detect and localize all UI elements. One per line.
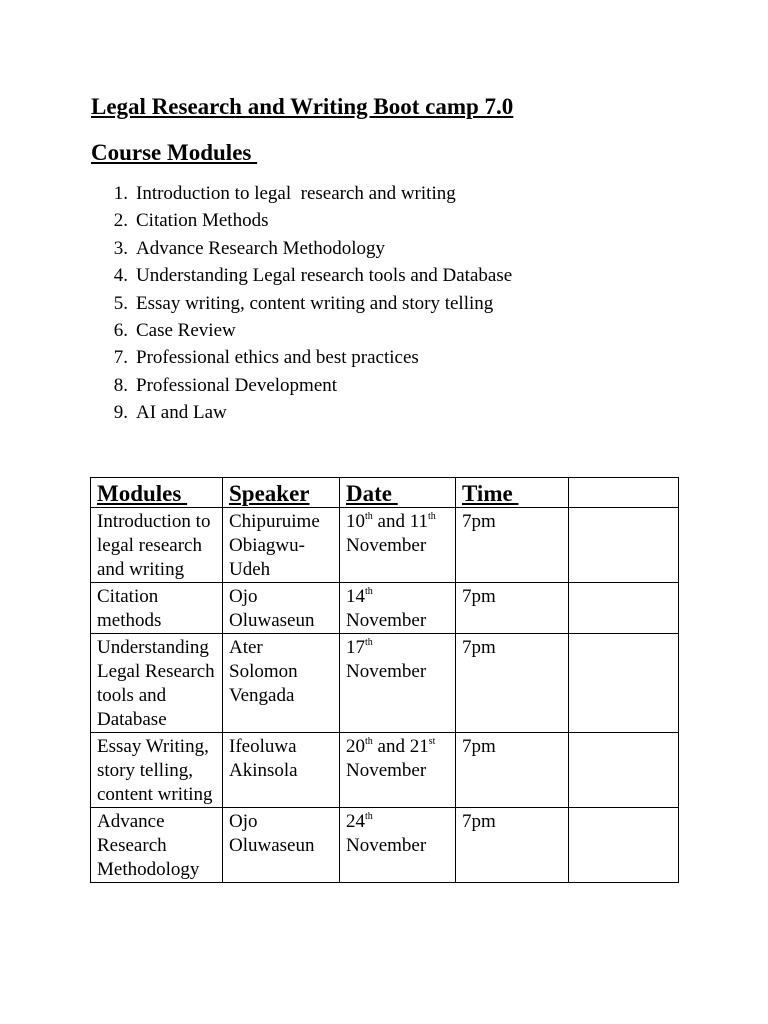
speaker-cell: Ater Solomon Vengada	[223, 634, 340, 733]
document-title: Legal Research and Writing Boot camp 7.0	[91, 94, 514, 119]
list-text: Understanding Legal research tools and Database	[136, 265, 513, 287]
extra-cell	[569, 583, 679, 634]
module-cell: Essay Writing, story telling, content writing	[91, 733, 223, 808]
date-month: November	[346, 835, 427, 856]
date-month: November	[346, 610, 427, 631]
time-cell: 7pm	[456, 508, 569, 583]
date-day: 10	[346, 511, 365, 532]
extra-cell	[569, 634, 679, 733]
column-header-date: Date	[340, 478, 456, 508]
date-cell	[340, 634, 456, 733]
date-cell	[340, 508, 456, 583]
table-header-row	[91, 478, 679, 508]
list-number: 7.	[113, 347, 128, 369]
list-text: Citation Methods	[136, 210, 269, 232]
table-row	[91, 808, 679, 883]
module-cell: Introduction to legal research and writing	[91, 508, 223, 583]
list-text: AI and Law	[136, 402, 227, 424]
date-suffix: th	[365, 586, 373, 597]
table-row	[91, 733, 679, 808]
date-day-second: and 21	[372, 736, 429, 757]
list-number: 8.	[113, 374, 128, 396]
speaker-cell: Ifeoluwa Akinsola	[223, 733, 340, 808]
time-cell: 7pm	[456, 733, 569, 808]
speaker-cell: Ojo Oluwaseun	[223, 583, 340, 634]
list-number: 3.	[113, 237, 128, 259]
speaker-cell: Ojo Oluwaseun	[223, 808, 340, 883]
date-suffix: th	[365, 811, 373, 822]
module-cell: Citation methods	[91, 583, 223, 634]
schedule-table	[90, 477, 679, 883]
date-suffix: th	[365, 637, 373, 648]
table-row	[91, 508, 679, 583]
section-heading: Course Modules	[91, 140, 258, 165]
date-cell	[340, 808, 456, 883]
date-day: 20	[346, 736, 365, 757]
date-suffix: th	[365, 736, 373, 747]
time-cell: 7pm	[456, 583, 569, 634]
list-text: Case Review	[136, 319, 236, 341]
extra-cell	[569, 508, 679, 583]
date-suffix: th	[365, 511, 373, 522]
list-number: 9.	[113, 402, 128, 424]
time-cell: 7pm	[456, 808, 569, 883]
column-header-modules: Modules	[91, 478, 223, 508]
list-text: Advance Research Methodology	[136, 237, 386, 259]
list-text: Introduction to legal research and writing	[136, 183, 456, 204]
date-day: 24	[346, 811, 365, 832]
list-text: Professional ethics and best practices	[136, 347, 419, 369]
column-header-time: Time	[456, 478, 569, 508]
list-number: 2.	[113, 210, 128, 232]
date-month: November	[346, 760, 427, 781]
column-header-speaker: Speaker	[223, 478, 340, 508]
date-suffix-second: st	[428, 736, 436, 747]
list-number: 4.	[113, 265, 128, 287]
extra-cell	[569, 733, 679, 808]
date-day: 17	[346, 637, 365, 658]
date-suffix-second: th	[428, 511, 436, 522]
column-header-empty	[569, 478, 679, 508]
date-month: November	[346, 535, 427, 556]
date-day-second: and 11	[372, 511, 429, 532]
list-text: Essay writing, content writing and story telling	[136, 292, 494, 314]
table-row	[91, 583, 679, 634]
date-month: November	[346, 661, 427, 682]
date-cell	[340, 733, 456, 808]
list-text: Professional Development	[136, 374, 338, 396]
module-cell: Advance Research Methodology	[91, 808, 223, 883]
date-cell	[340, 583, 456, 634]
speaker-cell: Chipuruime Obiagwu-Udeh	[223, 508, 340, 583]
time-cell: 7pm	[456, 634, 569, 733]
list-number: 1.	[113, 183, 128, 204]
date-day: 14	[346, 586, 365, 607]
table-row	[91, 634, 679, 733]
module-cell: Understanding Legal Research tools and Database	[91, 634, 223, 733]
extra-cell	[569, 808, 679, 883]
list-number: 5.	[113, 292, 128, 314]
list-number: 6.	[113, 319, 128, 341]
